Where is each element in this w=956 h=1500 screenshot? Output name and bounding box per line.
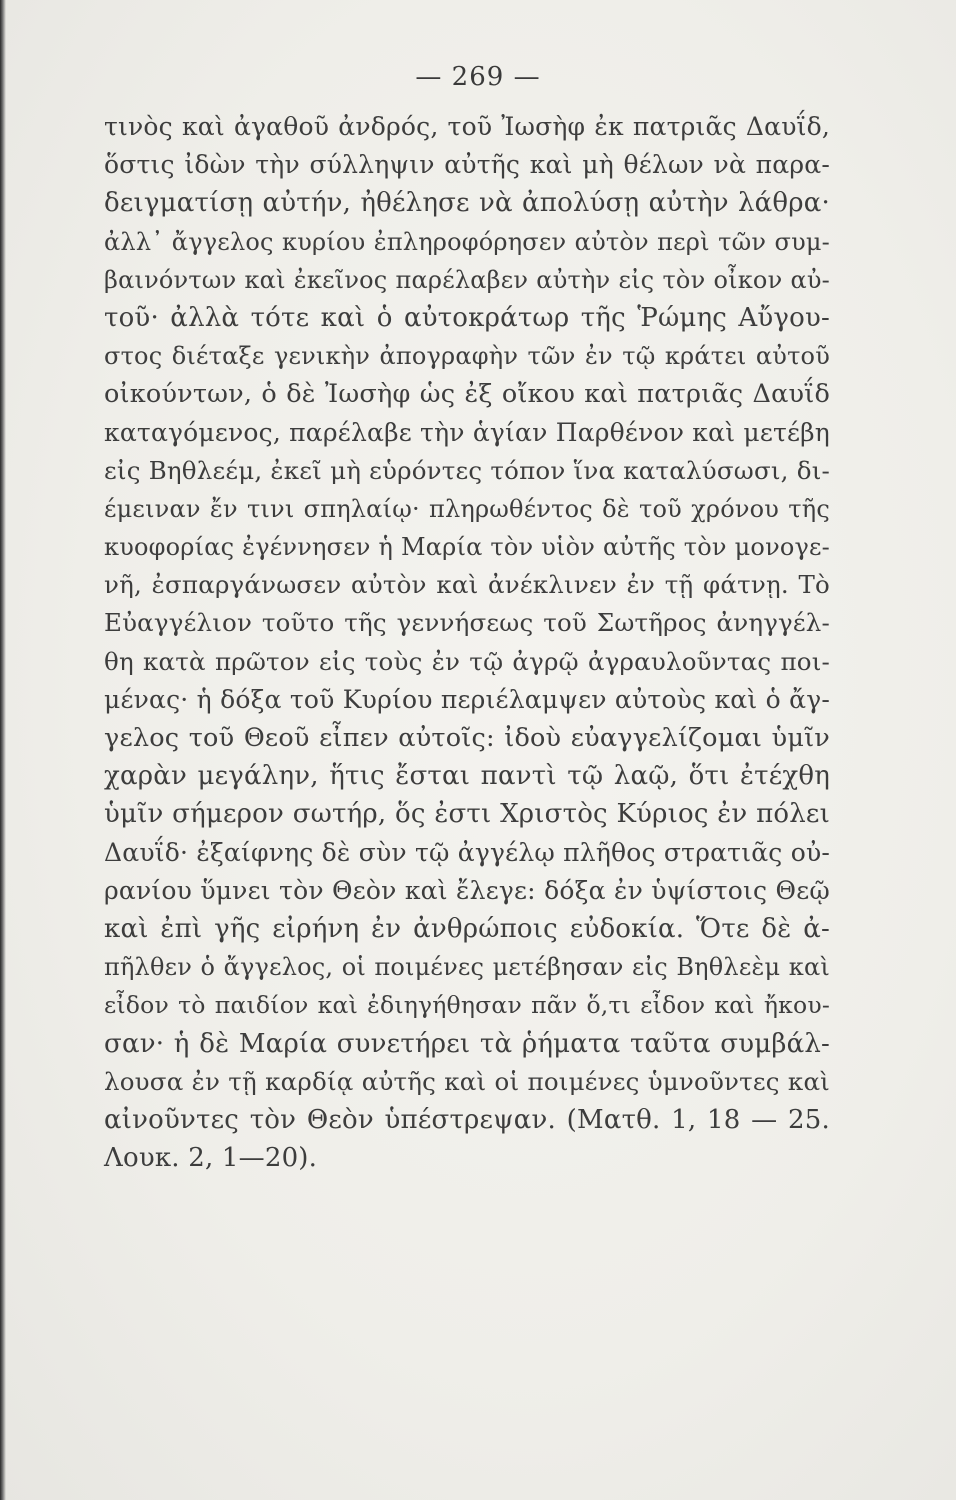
text-line: ὑμῖν σήμερον σωτήρ, ὅς ἐστι Χριστὸς Κύριος ἐν πόλει [104, 799, 830, 830]
text-line: καὶ ἐπὶ γῆς εἰρήνη ἐν ἀνθρώποις εὐδοκία. Ὅτε δὲ ἀ- [104, 913, 830, 944]
text-line: πῆλθεν ὁ ἄγγελος, οἱ ποιμένες μετέβησαν εἰς Βηθλεὲμ καὶ [104, 953, 830, 982]
text-line: στος διέταξε γενικὴν ἀπογραφὴν τῶν ἐν τῷ κράτει αὐτοῦ [104, 342, 830, 371]
text-line: ἀλλ᾽ ἄγγελος κυρίου ἐπληροφόρησεν αὐτὸν περὶ τῶν συμ- [104, 227, 830, 256]
text-line: γελος τοῦ Θεοῦ εἶπεν αὐτοῖς: ἰδοὺ εὐαγγελίζομαι ὑμῖν [104, 723, 830, 753]
text-line: Εὐαγγέλιον τοῦτο τῆς γεννήσεως τοῦ Σωτῆρος ἀνηγγέλ- [104, 608, 830, 638]
text-line: κυοφορίας ἐγέννησεν ἡ Μαρία τὸν υἱὸν αὐτῆς τὸν μονογε- [104, 533, 830, 562]
text-line: τοῦ· ἀλλὰ τότε καὶ ὁ αὐτοκράτωρ τῆς Ῥώμης Αὔγου- [104, 302, 830, 333]
page-number: — 269 — [415, 62, 541, 92]
text-line: τινὸς καὶ ἀγαθοῦ ἀνδρός, τοῦ Ἰωσὴφ ἐκ πατριᾶς Δαυΐδ, [104, 112, 830, 141]
text-line: ρανίου ὕμνει τὸν Θεὸν καὶ ἔλεγε: δόξα ἐν ὑψίστοις Θεῷ [104, 875, 830, 905]
text-line: έμειναν ἔν τινι σπηλαίῳ· πληρωθέντος δὲ τοῦ χρόνου τῆς [104, 494, 830, 523]
text-line: δειγματίσῃ αὐτήν, ἠθέλησε νὰ ἀπολύσῃ αὐτὴν λάθρα· [104, 188, 830, 219]
text-line: οἰκούντων, ὁ δὲ Ἰωσὴφ ὡς ἐξ οἴκου καὶ πατριᾶς Δαυΐδ [104, 379, 830, 410]
text-line: μένας· ἡ δόξα τοῦ Κυρίου περιέλαμψεν αὐτοὺς καὶ ὁ ἄγ- [104, 684, 830, 714]
text-line: αἰνοῦντες τὸν Θεὸν ὑπέστρεψαν. (Ματθ. 1, 18 — 25. [104, 1104, 830, 1135]
text-line: θη κατὰ πρῶτον εἰς τοὺς ἐν τῷ ἀγρῷ ἀγραυλοῦντας ποι- [104, 646, 830, 676]
page-left-edge-shadow [0, 0, 6, 1500]
text-line: εἰς Βηθλεέμ, ἐκεῖ μὴ εὑρόντες τόπον ἵνα καταλύσωσι, δι- [104, 455, 830, 485]
text-line: ὅστις ἰδὼν τὴν σύλληψιν αὐτῆς καὶ μὴ θέλων νὰ παρα- [104, 150, 830, 180]
text-line: βαινόντων καὶ ἐκεῖνος παρέλαβεν αὐτὴν εἰς τὸν οἶκον αὐ- [104, 265, 830, 294]
text-line: λουσα ἐν τῇ καρδίᾳ αὐτῆς καὶ οἱ ποιμένες ὑμνοῦντες καὶ [104, 1066, 830, 1096]
text-line: σαν· ἡ δὲ Μαρία συνετήρει τὰ ῥήματα ταῦτα συμβάλ- [104, 1028, 830, 1059]
text-line: καταγόμενος, παρέλαβε τὴν ἁγίαν Παρθένον καὶ μετέβη [104, 417, 830, 447]
text-line: Δαυΐδ· ἐξαίφνης δὲ σὺν τῷ ἀγγέλῳ πλῆθος στρατιᾶς οὐ- [104, 837, 830, 867]
text-line: χαρὰν μεγάλην, ἥτις ἔσται παντὶ τῷ λαῷ, ὅτι ἐτέχθη [104, 761, 830, 792]
text-line-last: Λουκ. 2, 1—20). [104, 1143, 318, 1174]
text-line: νῆ, ἐσπαργάνωσεν αὐτὸν καὶ ἀνέκλινεν ἐν τῇ φάτνῃ. Τὸ [104, 570, 830, 600]
body-text [104, 108, 830, 1177]
text-line: εἶδον τὸ παιδίον καὶ ἐδιηγήθησαν πᾶν ὅ,τι εἶδον καὶ ἤκου- [104, 991, 830, 1020]
